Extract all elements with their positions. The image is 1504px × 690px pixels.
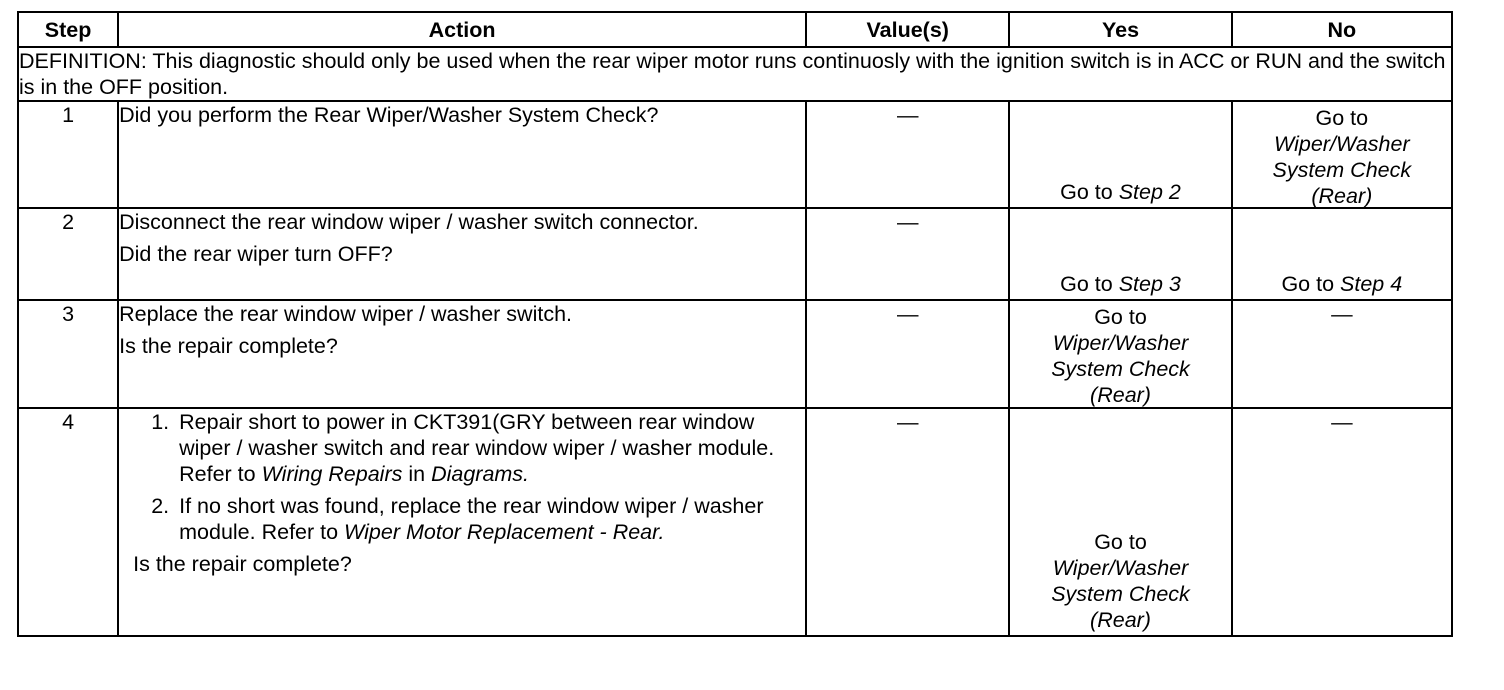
no-cell: — xyxy=(1232,408,1452,636)
yes-link[interactable]: Wiper/Washer System Check (Rear) xyxy=(1051,556,1190,632)
step-number: 3 xyxy=(18,300,118,408)
action-question: Is the repair complete? xyxy=(119,334,338,358)
step-number: 1 xyxy=(18,101,118,208)
yes-cell xyxy=(1009,208,1231,300)
yes-link[interactable]: Wiper/Washer System Check (Rear) xyxy=(1051,331,1190,407)
action-question: Did the rear wiper turn OFF? xyxy=(119,242,393,266)
yes-prefix: Go to xyxy=(1094,305,1147,329)
no-cell: — xyxy=(1232,300,1452,408)
no-cell xyxy=(1232,101,1452,208)
action-steps-list xyxy=(119,409,805,545)
action-text: Disconnect the rear window wiper / washer switch connector. xyxy=(119,210,699,234)
value-cell: — xyxy=(806,101,1009,208)
header-yes: Yes xyxy=(1009,12,1231,47)
action-question: Is the repair complete? xyxy=(133,552,352,576)
header-no: No xyxy=(1232,12,1452,47)
definition-text: DEFINITION: This diagnostic should only be used when the rear wiper motor runs continuosly with the ignition switch is in ACC or RUN and the switch is in the OFF position. xyxy=(18,47,1452,101)
yes-cell xyxy=(1009,300,1231,408)
table-row xyxy=(18,408,1452,636)
diagrams-link[interactable]: Diagrams. xyxy=(431,462,530,486)
action-cell xyxy=(118,300,806,408)
action-question: Did you perform the Rear Wiper/Washer System Check? xyxy=(119,103,659,127)
no-link[interactable]: Step 4 xyxy=(1340,272,1403,296)
table-row xyxy=(18,300,1452,408)
header-action: Action xyxy=(118,12,806,47)
yes-link[interactable]: Step 3 xyxy=(1118,272,1181,296)
value-cell: — xyxy=(806,208,1009,300)
action-cell xyxy=(118,101,806,208)
step-number: 2 xyxy=(18,208,118,300)
definition-row xyxy=(18,47,1452,101)
header-row xyxy=(18,12,1452,47)
table-row xyxy=(18,101,1452,208)
header-step: Step xyxy=(18,12,118,47)
action-step-1: 1. Repair short to power in CKT391(GRY between rear window wiper / washer switch and rear window wiper / washer module. Refer to Wiring Repairs in Diagrams. xyxy=(175,409,805,487)
header-values: Value(s) xyxy=(806,12,1009,47)
value-cell: — xyxy=(806,408,1009,636)
no-prefix: Go to xyxy=(1315,106,1369,130)
yes-link[interactable]: Step 2 xyxy=(1118,180,1181,204)
step-number: 4 xyxy=(18,408,118,636)
yes-prefix: Go to xyxy=(1060,272,1119,296)
table-row xyxy=(18,208,1452,300)
no-prefix: Go to xyxy=(1281,272,1341,296)
action-step-2: 2. If no short was found, replace the rear window wiper / washer module. Refer to Wiper Motor Replacement - Rear. xyxy=(175,493,805,545)
diagnostic-table xyxy=(17,11,1453,637)
yes-cell xyxy=(1009,408,1231,636)
action-text: Replace the rear window wiper / washer switch. xyxy=(119,302,573,326)
action-cell xyxy=(118,208,806,300)
no-cell xyxy=(1232,208,1452,300)
wiring-repairs-link[interactable]: Wiring Repairs xyxy=(261,462,403,486)
no-link[interactable]: Wiper/Washer System Check (Rear) xyxy=(1272,132,1412,208)
yes-prefix: Go to xyxy=(1094,530,1147,554)
yes-cell xyxy=(1009,101,1231,208)
yes-prefix: Go to xyxy=(1060,180,1119,204)
action-cell xyxy=(118,408,806,636)
wiper-motor-replacement-link[interactable]: Wiper Motor Replacement - Rear. xyxy=(344,520,665,544)
value-cell: — xyxy=(806,300,1009,408)
